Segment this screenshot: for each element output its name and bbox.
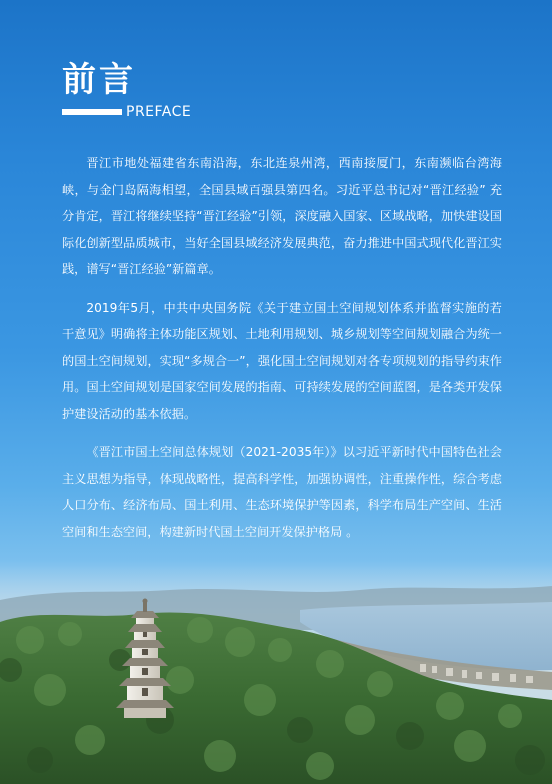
page-title: 前言 (62, 60, 136, 100)
paragraph-policy: 2019年5月，中共中央国务院《关于建立国土空间规划体系并监督实施的若干意见》明确将主体功能区规划、土地利用规划、城乡规划等空间规划融合为统一的国土空间规划，实现“多规合一”，强化国土空间规划对各专项规划的指导约束作用。国土空间规划是国家空间发展的指南、可持续发展的空间蓝图，是各类开发保护建设活动的基本依据。 (62, 300, 502, 421)
preface-body (62, 150, 502, 557)
title-underline (62, 109, 122, 115)
landscape-photo (0, 560, 552, 784)
paragraph-plan: 《晋江市国土空间总体规划（2021-2035年）》以习近平新时代中国特色社会主义思想为指导，体现战略性，提高科学性，加强协调性，注重操作性，综合考虑人口分布、经济布局、国土利用、生态环境保护等因素，科学布局生产空间、生活空间和生态空间，构建新时代国土空间开发保护格局 。 (62, 445, 502, 539)
paragraph-intro: 晋江市地处福建省东南沿海，东北连泉州湾，西南接厦门，东南濒临台湾海峡，与金门岛隔海相望，全国县域百强县第四名。习近平总书记对“晋江经验” 充分肯定，晋江将继续坚持“晋江经验”引领，深度融入国家、区域战略，加快建设国际化创新型品质城市，当好全国县域经济发展典范，奋力推进中国式现代化晋江实践，谱写“晋江经验”新篇章。 (62, 156, 502, 276)
page-subtitle: PREFACE (126, 104, 192, 120)
